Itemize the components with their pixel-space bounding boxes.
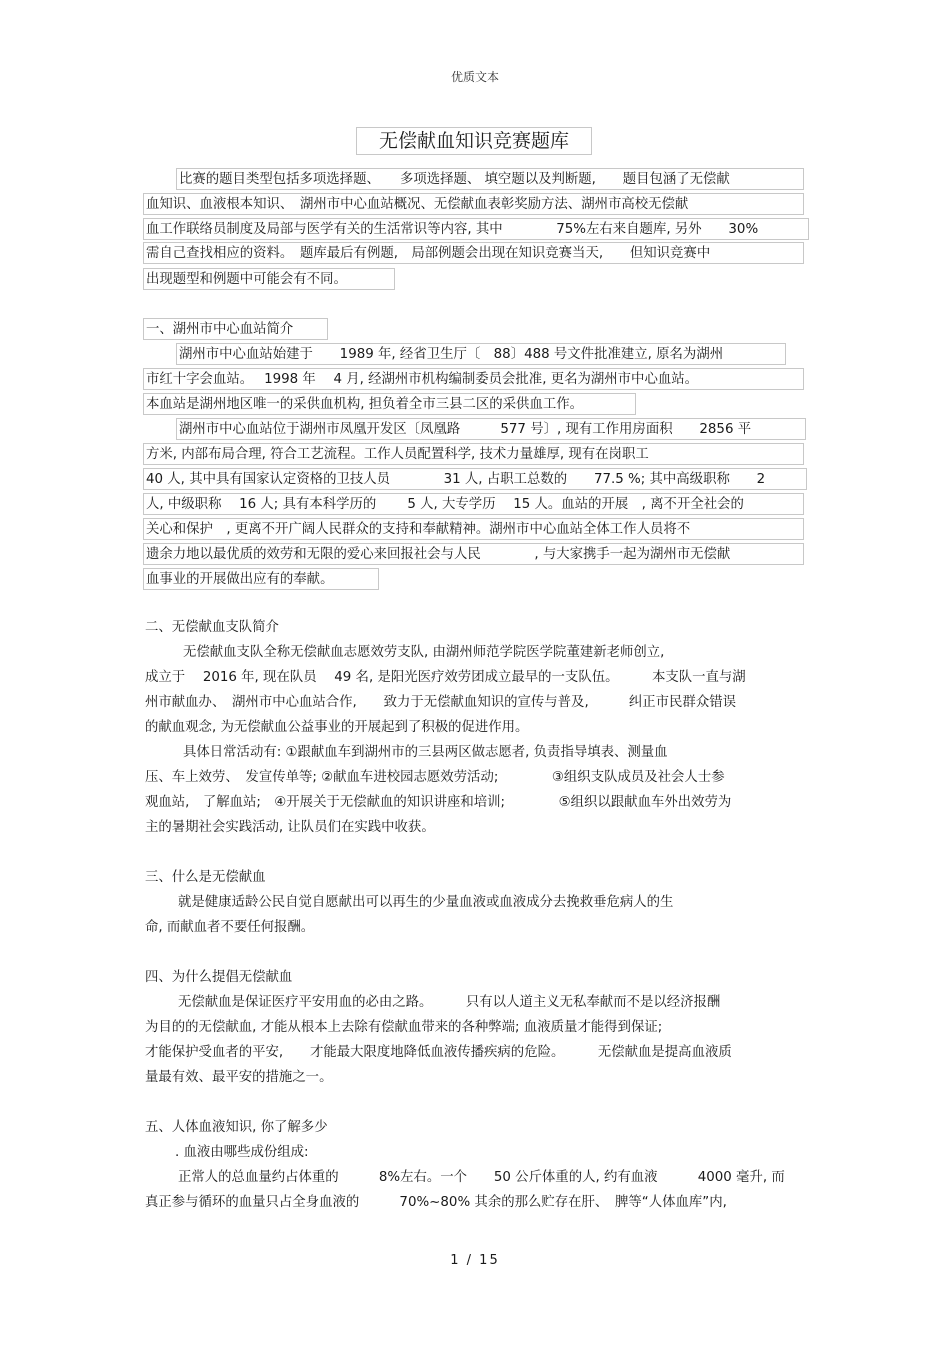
section5-line: 正常人的总血量约占体重的 8%左右。一个 50 公斤体重的人, 约有血液 4000 毫升, 而 (178, 1170, 785, 1185)
section2-line: 具体日常活动有: ①跟献血车到湖州市的三县两区做志愿者, 负责指导填表、测量血 (183, 745, 668, 760)
section1-line: 市红十字会血站。 1998 年 4 月, 经湖州市机构编制委员会批准, 更名为湖州市中心血站。 (143, 368, 804, 390)
section2-line: 的献血观念, 为无偿献血公益事业的开展起到了积极的促进作用。 (145, 720, 529, 735)
section3-line: 就是健康适龄公民自觉自愿献出可以再生的少量血液或血液成分去挽救垂危病人的生 (178, 895, 674, 910)
intro-line: 血知识、血液根本知识、 湖州市中心血站概况、无偿献血表彰奖励方法、湖州市高校无偿献 (143, 193, 804, 215)
section2-line: 无偿献血支队全称无偿献血志愿效劳支队, 由湖州师范学院医学院董建新老师创立, (183, 645, 665, 660)
section-heading: 四、为什么提倡无偿献血 (145, 970, 293, 985)
section1-line: 血事业的开展做出应有的奉献。 (143, 568, 379, 590)
section4-line: 才能保护受血者的平安, 才能最大限度地降低血液传播疾病的危险。 无偿献血是提高血液质 (145, 1045, 732, 1060)
document-title: 无偿献血知识竞赛题库 (356, 127, 592, 155)
section1-line: 方米, 内部布局合理, 符合工艺流程。工作人员配置科学, 技术力量雄厚, 现有在岗职工 (143, 443, 804, 465)
section-heading: 五、人体血液知识, 你了解多少 (145, 1120, 328, 1135)
intro-line: 比赛的题目类型包括多项选择题、 多项选择题、 填空题以及判断题, 题目包涵了无偿献 (176, 168, 804, 190)
section4-line: 为目的的无偿献血, 才能从根本上去除有偿献血带来的各种弊端; 血液质量才能得到保证; (145, 1020, 663, 1035)
section4-line: 无偿献血是保证医疗平安用血的必由之路。 只有以人道主义无私奉献而不是以经济报酬 (178, 995, 721, 1010)
section1-line: 本血站是湖州地区唯一的采供血机构, 担负着全市三县二区的采供血工作。 (143, 393, 636, 415)
intro-line: 血工作联络员制度及局部与医学有关的生活常识等内容, 其中 75%左右来自题库, 另外 30% (143, 218, 809, 240)
section4-line: 量最有效、最平安的措施之一。 (145, 1070, 333, 1085)
section1-line: 湖州市中心血站始建于 1989 年, 经省卫生厅〔 88〕488 号文件批准建立, 原名为湖州 (176, 343, 786, 365)
page-number: 1 / 15 (450, 1253, 500, 1268)
intro-line: 需自己查找相应的资料。 题库最后有例题, 局部例题会出现在知识竞赛当天, 但知识竞赛中 (143, 242, 804, 264)
section5-line: 真正参与循环的血量只占全身血液的 70%~80% 其余的那么贮存在肝、 脾等“人体血库”内, (145, 1195, 727, 1210)
intro-line: 出现题型和例题中可能会有不同。 (143, 268, 395, 290)
section2-line: 压、车上效劳、 发宣传单等; ②献血车进校园志愿效劳活动; ③组织支队成员及社会人士参 (145, 770, 725, 785)
section-heading: 三、什么是无偿献血 (145, 870, 266, 885)
section5-line: . 血液由哪些成份组成: (175, 1145, 309, 1160)
section2-line: 观血站, 了解血站; ④开展关于无偿献血的知识讲座和培训; ⑤组织以跟献血车外出效劳为 (145, 795, 732, 810)
section2-line: 州市献血办、 湖州市中心血站合作, 致力于无偿献血知识的宣传与普及, 纠正市民群众错误 (145, 695, 736, 710)
section-heading: 一、湖州市中心血站简介 (143, 318, 328, 340)
section1-line: 人, 中级职称 16 人; 具有本科学历的 5 人, 大专学历 15 人。血站的开展 , 离不开全社会的 (143, 493, 804, 515)
section1-line: 关心和保护 , 更离不开广阔人民群众的支持和奉献精神。湖州市中心血站全体工作人员将不 (143, 518, 804, 540)
page-header-label: 优质文本 (450, 70, 499, 84)
section2-line: 主的暑期社会实践活动, 让队员们在实践中收获。 (145, 820, 435, 835)
section2-line: 成立于 2016 年, 现在队员 49 名, 是阳光医疗效劳团成立最早的一支队伍。 本支队一直与湖 (145, 670, 746, 685)
section-heading: 二、无偿献血支队简介 (145, 620, 279, 635)
section3-line: 命, 而献血者不要任何报酬。 (145, 920, 315, 935)
section1-line: 湖州市中心血站位于湖州市凤凰开发区〔凤凰路 577 号〕, 现有工作用房面积 2856 平 (176, 418, 806, 440)
section1-line: 40 人, 其中具有国家认定资格的卫技人员 31 人, 占职工总数的 77.5 %; 其中高级职称 2 (143, 468, 807, 490)
section1-line: 遗余力地以最优质的效劳和无限的爱心来回报社会与人民 , 与大家携手一起为湖州市无偿献 (143, 543, 804, 565)
